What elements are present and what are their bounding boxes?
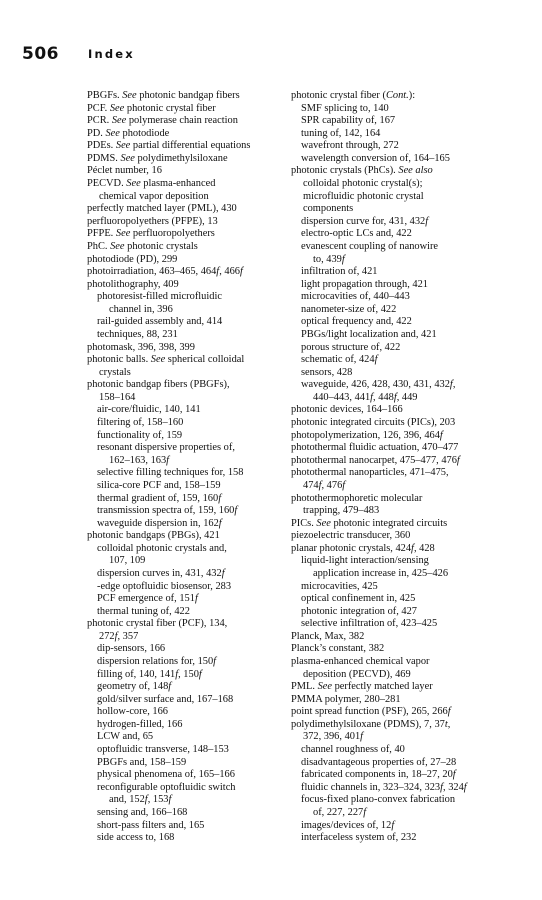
index-entry: PCR. See polymerase chain reaction bbox=[87, 115, 238, 127]
index-subentry: nanometer-size of, 422 bbox=[301, 303, 397, 315]
index-subentry: focus-fixed plano-convex fabrication bbox=[301, 794, 456, 806]
index-subentry: silica-core PCF and, 158–159 bbox=[97, 479, 221, 491]
index-subentry: rail-guided assembly and, 414 bbox=[97, 316, 223, 328]
index-subentry: evanescent coupling of nanowire bbox=[301, 240, 439, 252]
index-entry: photothermal nanoparticles, 471–475, bbox=[291, 467, 449, 479]
index-subentry: optofluidic transverse, 148–153 bbox=[97, 744, 229, 756]
index-subentry: light propagation through, 421 bbox=[301, 278, 428, 290]
index-subentry: techniques, 88, 231 bbox=[97, 328, 178, 340]
index-subentry: thermal gradient of, 159, 160f bbox=[97, 492, 222, 504]
index-subentry: SMF splicing to, 140 bbox=[301, 102, 389, 114]
index-subentry: liquid-light interaction/sensing bbox=[301, 555, 429, 567]
index-entry: photothermal fluidic actuation, 470–477 bbox=[291, 442, 459, 454]
index-subentry: functionality of, 159 bbox=[97, 429, 183, 441]
index-entry: Planck, Max, 382 bbox=[291, 630, 365, 642]
index-subentry: filling of, 140, 141f, 150f bbox=[97, 668, 202, 680]
index-entry: photonic crystal fiber (Cont.): bbox=[291, 90, 416, 101]
index-subentry: thermal tuning of, 422 bbox=[97, 605, 190, 617]
index-subentry: waveguide dispersion in, 162f bbox=[97, 517, 222, 529]
index-entry-continuation: 372, 396, 401f bbox=[303, 731, 364, 743]
index-subentry: selective infiltration of, 423–425 bbox=[301, 618, 438, 630]
index-subentry: microcavities of, 440–443 bbox=[301, 291, 410, 303]
index-subentry: sensing and, 166–168 bbox=[97, 806, 188, 818]
index-entry: planar photonic crystals, 424f, 428 bbox=[291, 542, 435, 554]
index-entry: PDEs. See partial differential equations bbox=[87, 140, 251, 152]
index-entry-continuation: 272f, 357 bbox=[99, 630, 139, 642]
index-subentry: microcavities, 425 bbox=[301, 580, 378, 592]
index-entry: Péclet number, 16 bbox=[87, 165, 162, 177]
index-entry: photopolymerization, 126, 396, 464f bbox=[291, 429, 443, 441]
index-subentry: dispersion relations for, 150f bbox=[97, 656, 217, 668]
index-entry: PD. See photodiode bbox=[87, 127, 170, 139]
index-subentry-continuation: channel in, 396 bbox=[109, 303, 173, 315]
index-subentry: tuning of, 142, 164 bbox=[301, 127, 381, 139]
index-entry: PCF. See photonic crystal fiber bbox=[87, 102, 216, 114]
index-entry: PMMA polymer, 280–281 bbox=[291, 693, 401, 705]
index-entry: photoirradiation, 463–465, 464f, 466f bbox=[87, 266, 243, 278]
index-entry-continuation: components bbox=[303, 203, 354, 215]
index-entry: PhC. See photonic crystals bbox=[87, 240, 198, 252]
index-subentry: -edge optofluidic biosensor, 283 bbox=[97, 580, 232, 592]
index-subentry: fabricated components in, 18–27, 20f bbox=[301, 769, 456, 781]
index-subentry: SPR capability of, 167 bbox=[301, 115, 396, 127]
index-subentry: channel roughness of, 40 bbox=[301, 744, 405, 756]
index-subentry-continuation: 162–163, 163f bbox=[109, 454, 170, 466]
index-subentry: geometry of, 148f bbox=[97, 681, 172, 693]
index-subentry: infiltration of, 421 bbox=[301, 266, 378, 278]
index-subentry: interfaceless system of, 232 bbox=[301, 832, 417, 844]
index-subentry: hollow-core, 166 bbox=[97, 706, 168, 718]
index-subentry: selective filling techniques for, 158 bbox=[97, 467, 244, 479]
index-subentry-continuation: and, 152f, 153f bbox=[109, 794, 172, 806]
index-entry-continuation: 158–164 bbox=[99, 391, 136, 403]
index-subentry: hydrogen-filled, 166 bbox=[97, 718, 183, 730]
index-subentry: wavefront through, 272 bbox=[301, 140, 399, 152]
running-head bbox=[22, 44, 135, 64]
index-entry: photonic crystal fiber (PCF), 134, bbox=[87, 618, 228, 630]
index-subentry: air-core/fluidic, 140, 141 bbox=[97, 404, 201, 416]
index-subentry-continuation: to, 439f bbox=[313, 253, 345, 265]
index-subentry: waveguide, 426, 428, 430, 431, 432f, bbox=[301, 379, 456, 391]
index-subentry: PCF emergence of, 151f bbox=[97, 593, 198, 605]
index-entry: perfluoropolyethers (PFPE), 13 bbox=[87, 215, 218, 227]
index-subentry: optical frequency and, 422 bbox=[301, 316, 412, 328]
index-subentry: physical phenomena of, 165–166 bbox=[97, 769, 235, 781]
index-column-right bbox=[291, 90, 501, 845]
index-entry: perfectly matched layer (PML), 430 bbox=[87, 203, 237, 215]
index-entry: piezoelectric transducer, 360 bbox=[291, 530, 411, 542]
index-subentry: LCW and, 65 bbox=[97, 731, 154, 743]
index-entry: photothermophoretic molecular bbox=[291, 492, 423, 504]
page-number: 506 bbox=[22, 44, 59, 64]
index-column-left bbox=[87, 90, 297, 845]
index-entry: PECVD. See plasma-enhanced bbox=[87, 178, 216, 190]
index-subentry: PBGs/light localization and, 421 bbox=[301, 328, 437, 340]
index-subentry: electro-optic LCs and, 422 bbox=[301, 228, 412, 240]
index-entry: photonic devices, 164–166 bbox=[291, 404, 403, 416]
index-entry: PML. See perfectly matched layer bbox=[291, 681, 433, 693]
index-subentry: optical confinement in, 425 bbox=[301, 593, 416, 605]
index-subentry: images/devices of, 12f bbox=[301, 819, 395, 831]
index-subentry: short-pass filters and, 165 bbox=[97, 819, 205, 831]
index-entry: photothermal nanocarpet, 475–477, 476f bbox=[291, 454, 460, 466]
index-entry: polydimethylsiloxane (PDMS), 7, 37t, bbox=[291, 718, 451, 730]
index-subentry: dispersion curves in, 431, 432f bbox=[97, 567, 225, 579]
index-subentry: fluidic channels in, 323–324, 323f, 324f bbox=[301, 781, 467, 793]
index-entry: photodiode (PD), 299 bbox=[87, 253, 178, 265]
index-subentry: side access to, 168 bbox=[97, 832, 175, 844]
index-subentry: transmission spectra of, 159, 160f bbox=[97, 505, 238, 517]
index-subentry: dispersion curve for, 431, 432f bbox=[301, 215, 429, 227]
index-entry-continuation: 474f, 476f bbox=[303, 479, 346, 491]
index-entry: point spread function (PSF), 265, 266f bbox=[291, 706, 451, 718]
index-entry-continuation: crystals bbox=[99, 366, 131, 378]
index-subentry: schematic of, 424f bbox=[301, 354, 378, 366]
index-entry-continuation: microfluidic photonic crystal bbox=[303, 190, 424, 202]
index-entry: photonic integrated circuits (PICs), 203 bbox=[291, 417, 456, 429]
section-label: Index bbox=[88, 47, 135, 61]
index-subentry: photoresist-filled microfluidic bbox=[97, 291, 222, 303]
index-subentry: reconfigurable optofluidic switch bbox=[97, 781, 236, 793]
index-subentry: photonic integration of, 427 bbox=[301, 605, 418, 617]
index-entry: photonic balls. See spherical colloidal bbox=[87, 354, 245, 366]
index-subentry: gold/silver surface and, 167–168 bbox=[97, 693, 234, 705]
index-entry-continuation: colloidal photonic crystal(s); bbox=[303, 178, 423, 190]
index-entry: PDMS. See polydimethylsiloxane bbox=[87, 152, 228, 164]
index-subentry: sensors, 428 bbox=[301, 366, 353, 378]
index-subentry: wavelength conversion of, 164–165 bbox=[301, 152, 450, 164]
index-entry: photonic bandgap fibers (PBGFs), bbox=[87, 379, 230, 391]
index-subentry-continuation: 107, 109 bbox=[109, 555, 146, 567]
index-subentry: porous structure of, 422 bbox=[301, 341, 401, 353]
index-entry: PFPE. See perfluoropolyethers bbox=[87, 228, 215, 240]
index-entry: Planck’s constant, 382 bbox=[291, 643, 385, 655]
index-subentry: colloidal photonic crystals and, bbox=[97, 542, 227, 554]
index-subentry: PBGFs and, 158–159 bbox=[97, 756, 187, 768]
index-subentry: resonant dispersive properties of, bbox=[97, 442, 235, 454]
index-entry: photonic crystals (PhCs). See also bbox=[291, 165, 433, 177]
index-subentry-continuation: 440–443, 441f, 448f, 449 bbox=[313, 391, 418, 403]
index-entry-continuation: deposition (PECVD), 469 bbox=[303, 668, 411, 680]
index-entry-continuation: trapping, 479–483 bbox=[303, 505, 380, 517]
index-entry: photonic bandgaps (PBGs), 421 bbox=[87, 530, 220, 542]
index-subentry: dip-sensors, 166 bbox=[97, 643, 166, 655]
index-entry: plasma-enhanced chemical vapor bbox=[291, 656, 430, 668]
index-subentry-continuation: application increase in, 425–426 bbox=[313, 567, 449, 579]
index-entry: PBGFs. See photonic bandgap fibers bbox=[87, 90, 240, 101]
index-subentry: filtering of, 158–160 bbox=[97, 417, 184, 429]
index-subentry-continuation: of, 227, 227f bbox=[313, 806, 367, 818]
index-subentry: disadvantageous properties of, 27–28 bbox=[301, 756, 457, 768]
index-entry: PICs. See photonic integrated circuits bbox=[291, 517, 448, 529]
index-entry: photomask, 396, 398, 399 bbox=[87, 341, 195, 353]
index-entry-continuation: chemical vapor deposition bbox=[99, 190, 209, 202]
index-entry: photolithography, 409 bbox=[87, 278, 179, 290]
